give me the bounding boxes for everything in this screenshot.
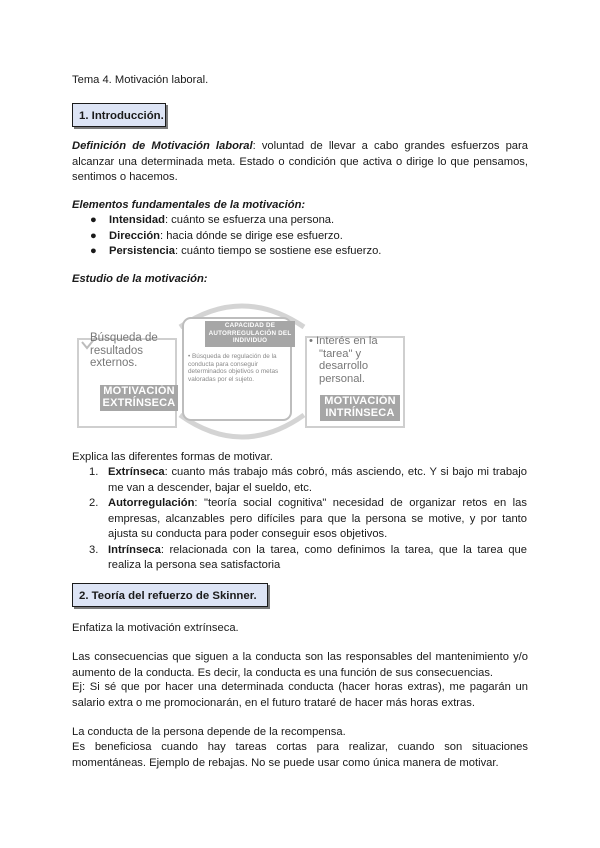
list-number: 3.: [89, 543, 99, 556]
form-term: Extrínseca: [108, 466, 165, 478]
forms-list: [72, 465, 527, 574]
study-title: Estudio de la motivación:: [72, 273, 208, 285]
list-item: ● Dirección: hacia dónde se dirige ese esfuerzo.: [90, 229, 343, 242]
section-2-paragraph-1: Enfatiza la motivación extrínseca.: [72, 622, 239, 634]
intrinsic-label: [320, 395, 400, 421]
center-header: CAPACIDAD DE AUTORREGULACIÓN DEL INDIVIDUO: [205, 321, 295, 347]
definition-label: Definición de Motivación laboral: [72, 140, 253, 152]
form-desc: : relacionada con la tarea, como definimos la tarea, que la tarea que realiza la persona sea satisfactoria: [108, 543, 527, 571]
element-desc: : cuánto tiempo se sostiene ese esfuerzo.: [174, 245, 382, 257]
intrinsic-label-line-2: INTRÍNSECA: [325, 407, 395, 419]
extrinsic-label: [100, 385, 178, 411]
element-term: Intensidad: [109, 214, 165, 226]
list-item: [72, 465, 527, 496]
section-1-heading: 1. Introducción.: [72, 103, 166, 127]
intrinsic-label-line-1: MOTIVACIÓN: [324, 395, 396, 407]
form-term: Intrínseca: [108, 543, 161, 556]
section-2-paragraph-2: Las consecuencias que siguen a la conducta son las responsables del mantenimiento y/o aumento de la conducta. Es decir, la conducta es una función de sus consecuencias.: [72, 651, 528, 679]
right-box-text-line-1: • Interés en la: [309, 335, 378, 347]
list-item: [72, 496, 527, 543]
element-term: Dirección: [109, 229, 160, 242]
list-item: [72, 543, 527, 574]
right-box-text: [309, 335, 403, 385]
extrinsic-label-line-2: EXTRÍNSECA: [102, 397, 176, 409]
motivation-diagram: [72, 287, 410, 452]
element-desc: : hacia dónde se dirige ese esfuerzo.: [159, 229, 343, 242]
list-number: 2.: [89, 497, 99, 509]
definition-text: : voluntad de llevar a cabo grandes esfuerzos para alcanzar una determinada meta. Estado o condición que activa o dirige lo que pensamos, sentimos o hacemos.: [72, 140, 528, 183]
list-item: ● Persistencia: cuánto tiempo se sostiene ese esfuerzo.: [90, 245, 382, 257]
center-box-text: • Búsqueda de regulación de la conducta para conseguir determinados objetivos o metas valoradas por el sujeto.: [188, 353, 279, 384]
form-term: Autorregulación: [108, 497, 195, 509]
list-number: 1.: [89, 466, 99, 478]
form-desc: : cuanto más trabajo más cobró, más asciendo, etc. Y si bajo mi trabajo me van a descender, bajar el sueldo, etc.: [108, 466, 527, 494]
section-2-paragraph-5: Es beneficiosa cuando hay tareas cortas para realizar, cuando son situaciones momentáneas. Ejemplo de rebajas. No se puede usar como única manera de motivar.: [72, 741, 528, 769]
left-box-text: Búsqueda de resultados externos.: [90, 332, 158, 369]
list-item: ● Intensidad: cuánto se esfuerza una persona.: [90, 214, 335, 226]
elements-title: Elementos fundamentales de la motivación:: [72, 199, 306, 211]
element-desc: : cuánto se esfuerza una persona.: [164, 214, 335, 226]
definition-paragraph: [72, 139, 528, 186]
extrinsic-label-line-1: MOTIVACIÓN: [103, 385, 175, 397]
section-2-paragraph-3: Ej: Si sé que por hacer una determinada conducta (hacer horas extras), me pagarán un salario extra o me promocionarán, en el futuro trataré de hacer más horas extras.: [72, 681, 528, 709]
elements-list: [72, 213, 532, 260]
section-2-heading: 2. Teoría del refuerzo de Skinner.: [72, 583, 268, 607]
explain-intro: Explica las diferentes formas de motivar.: [72, 451, 273, 463]
section-2-paragraph-4: La conducta de la persona depende de la recompensa.: [72, 726, 346, 738]
document-header: Tema 4. Motivación laboral.: [72, 74, 209, 86]
element-term: Persistencia: [109, 245, 175, 257]
right-box-text-line-2: "tarea" y desarrollo personal.: [319, 347, 369, 385]
form-desc: : "teoría social cognitiva" necesidad de organizar retos en las empresas, alcanzables pero difíciles para que la persona se motive, y por tanto ajusta su conducta para poder conseguir esos objetivos.: [108, 497, 527, 540]
